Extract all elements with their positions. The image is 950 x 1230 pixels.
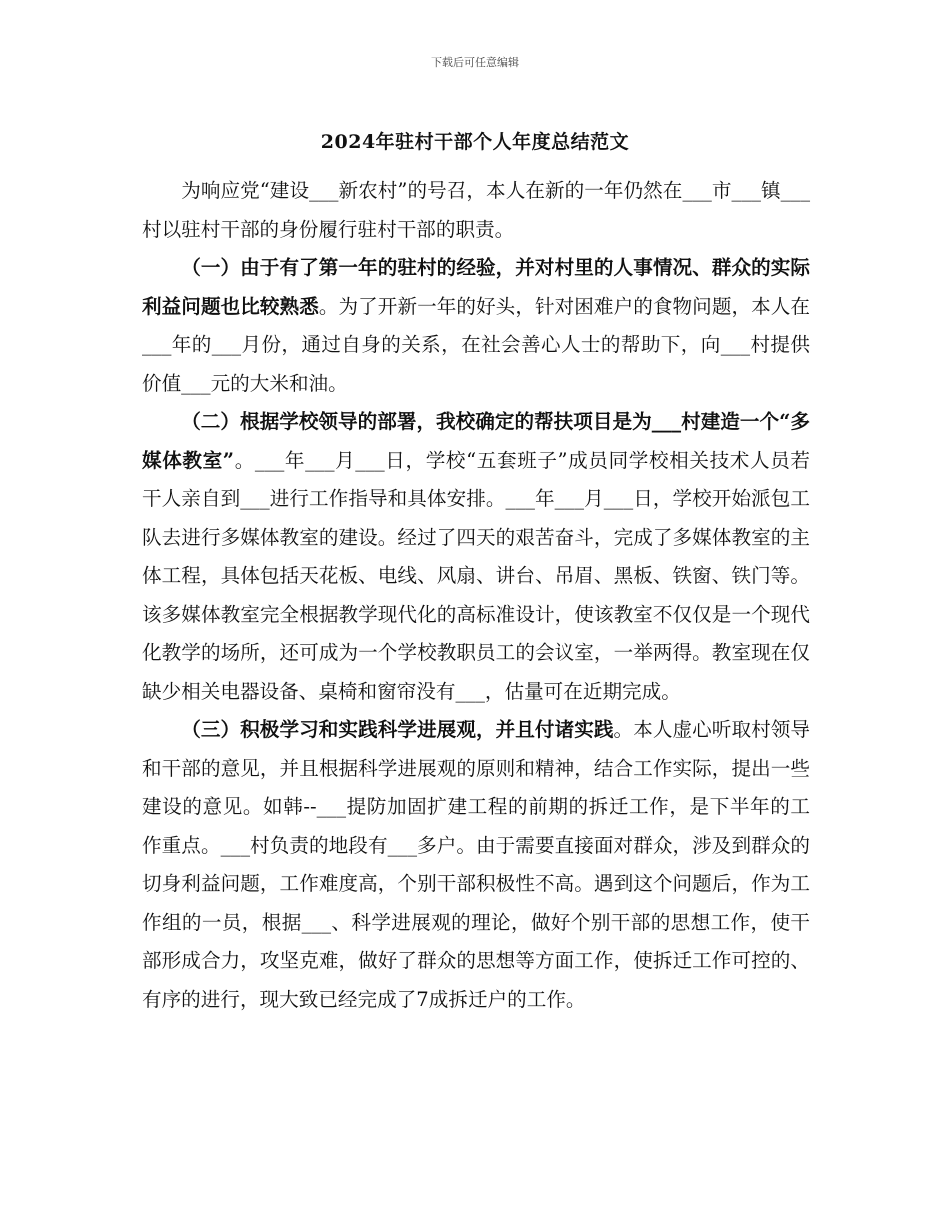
section-two-paragraph — [142, 403, 810, 711]
section-one-paragraph — [142, 249, 810, 403]
section-heading: （三）积极学习和实践科学进展观，并且付诸实践 — [181, 718, 614, 741]
paragraph-text: 。为了开新一年的好头，针对困难户的食物问题，本人在___年的___月份，通过自身的关系，在社会善心人士的帮助下，向___村提供价值___元的大米和油。 — [142, 294, 811, 395]
section-three-paragraph — [142, 711, 810, 1019]
paragraph-text: 。___年___月___日，学校“五套班子”成员同学校相关技术人员若干人亲自到___进行工作指导和具体安排。___年___月___日，学校开始派包工队去进行多媒体教室的建设。经过了四天的艰苦奋斗，完成了多媒体教室的主体工程，具体包括天花板、电线、风扇、讲台、吊眉、黑板、铁窗、铁门等。该多媒体教室完全根据教学现代化的高标准设计，使该教室不仅仅是一个现代化教学的场所，还可成为一个学校教职员工的会议室，一举两得。教室现在仅缺少相关电器设备、桌椅和窗帘没有___，估量可在近期完成。 — [142, 448, 810, 703]
intro-paragraph — [142, 172, 810, 249]
page-header-note: 下载后可任意编辑 — [431, 56, 519, 69]
section-heading: （一）由于有了第一年的驻村的经验，并对村里的人事情况、群众的实际利益问题也比较熟悉 — [142, 256, 810, 318]
section-heading: （二）根据学校领导的部署，我校确定的帮扶项目是为___村建造一个“多媒体教室” — [142, 410, 810, 472]
paragraph-text: 为响应党“建设___新农村”的号召，本人在新的一年仍然在___市___镇___村以驻村干部的身份履行驻村干部的职责。 — [142, 179, 810, 241]
paragraph-text: 。本人虚心听取村领导和干部的意见，并且根据科学进展观的原则和精神，结合工作实际，提出一些建设的意见。如韩--___提防加固扩建工程的前期的拆迁工作，是下半年的工作重点。___村负责的地段有___多户。由于需要直接面对群众，涉及到群众的切身利益问题，工作难度高，个别干部积极性不高。遇到这个问题后，作为工作组的一员，根据___、科学进展观的理论，做好个别干部的思想工作，使干部形成合力，攻坚克难，做好了群众的思想等方面工作，使拆迁工作可控的、有序的进行，现大致已经完成了7成拆迁户的工作。 — [142, 718, 811, 1011]
document-body — [142, 172, 810, 1019]
document-title: 2024年驻村干部个人年度总结范文 — [320, 131, 630, 153]
